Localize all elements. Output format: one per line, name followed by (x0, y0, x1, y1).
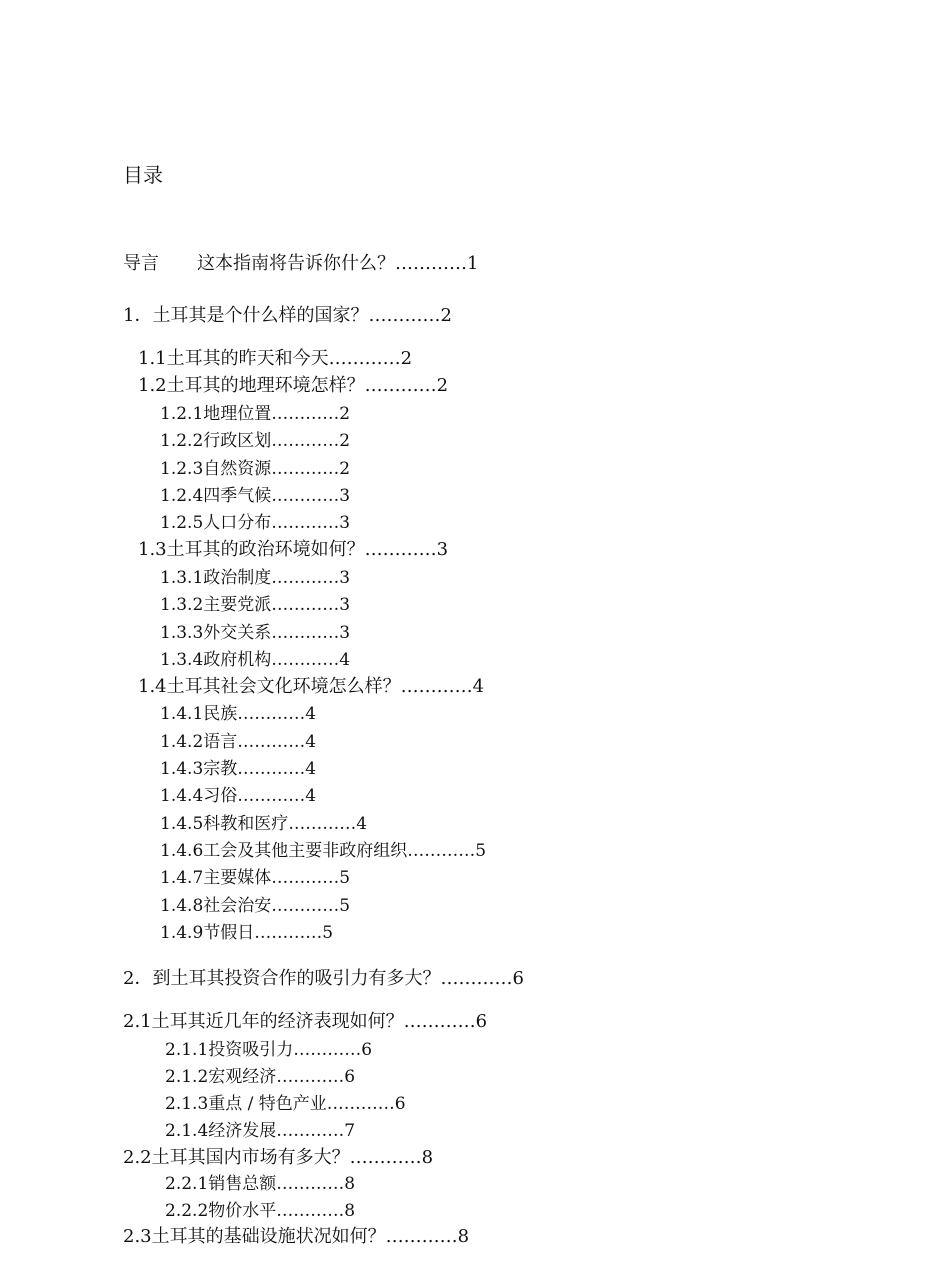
toc-entry-2-1[interactable]: 2.1土耳其近几年的经济表现如何？…………6 (123, 1011, 488, 1032)
toc-entry-2-1-2[interactable]: 2.1.2宏观经济…………6 (165, 1067, 356, 1087)
toc-entry-1[interactable]: 1．土耳其是个什么样的国家？…………2 (123, 305, 452, 326)
toc-entry-1-2-2[interactable]: 1.2.2行政区划…………2 (160, 431, 351, 451)
toc-entry-2-2[interactable]: 2.2土耳其国内市场有多大？…………8 (123, 1147, 434, 1168)
toc-entry-1-1[interactable]: 1.1土耳其的昨天和今天…………2 (138, 348, 413, 369)
toc-entry-1-2[interactable]: 1.2土耳其的地理环境怎样？…………2 (138, 375, 449, 396)
toc-intro-text: 这本指南将告诉你什么？…………1 (197, 253, 479, 274)
toc-entry-1-4-7[interactable]: 1.4.7主要媒体…………5 (160, 868, 351, 888)
toc-entry-2-2-2[interactable]: 2.2.2物价水平…………8 (165, 1201, 356, 1221)
toc-entry-1-2-1[interactable]: 1.2.1地理位置…………2 (160, 404, 351, 424)
toc-entry-1-2-4[interactable]: 1.2.4四季气候…………3 (160, 486, 351, 506)
toc-entry-1-4-3[interactable]: 1.4.3宗教…………4 (160, 759, 317, 779)
toc-entry-2-1-4[interactable]: 2.1.4经济发展…………7 (165, 1121, 356, 1141)
toc-entry-1-4[interactable]: 1.4土耳其社会文化环境怎么样？…………4 (138, 676, 485, 697)
toc-entry-2[interactable]: 2．到土耳其投资合作的吸引力有多大？…………6 (123, 968, 524, 989)
toc-entry-2-2-1[interactable]: 2.2.1销售总额…………8 (165, 1174, 356, 1194)
toc-entry-1-4-6[interactable]: 1.4.6工会及其他主要非政府组织…………5 (160, 841, 487, 861)
toc-entry-1-4-1[interactable]: 1.4.1民族…………4 (160, 704, 317, 724)
toc-entry-1-4-2[interactable]: 1.4.2语言…………4 (160, 732, 317, 752)
toc-entry-1-3-3[interactable]: 1.3.3外交关系…………3 (160, 623, 351, 643)
toc-entry-1-4-4[interactable]: 1.4.4习俗…………4 (160, 786, 317, 806)
toc-entry-1-4-9[interactable]: 1.4.9节假日…………5 (160, 923, 334, 943)
toc-entry-1-3-4[interactable]: 1.3.4政府机构…………4 (160, 650, 351, 670)
toc-entry-2-1-3[interactable]: 2.1.3重点 / 特色产业…………6 (165, 1094, 406, 1114)
toc-intro-label: 导言 (123, 253, 159, 274)
toc-entry-2-1-1[interactable]: 2.1.1投资吸引力…………6 (165, 1040, 373, 1060)
toc-entry-1-4-8[interactable]: 1.4.8社会治安…………5 (160, 896, 351, 916)
toc-entry-1-2-5[interactable]: 1.2.5人口分布…………3 (160, 513, 351, 533)
toc-entry-1-3-1[interactable]: 1.3.1政治制度…………3 (160, 568, 351, 588)
toc-entry-1-2-3[interactable]: 1.2.3自然资源…………2 (160, 459, 351, 479)
toc-entry-1-3-2[interactable]: 1.3.2主要党派…………3 (160, 595, 351, 615)
toc-entry-1-3[interactable]: 1.3土耳其的政治环境如何？…………3 (138, 539, 449, 560)
toc-entry-1-4-5[interactable]: 1.4.5科教和医疗…………4 (160, 814, 368, 834)
toc-entry-2-3[interactable]: 2.3土耳其的基础设施状况如何？…………8 (123, 1226, 470, 1247)
toc-intro[interactable] (123, 252, 478, 276)
toc-title: 目录 (123, 163, 163, 187)
